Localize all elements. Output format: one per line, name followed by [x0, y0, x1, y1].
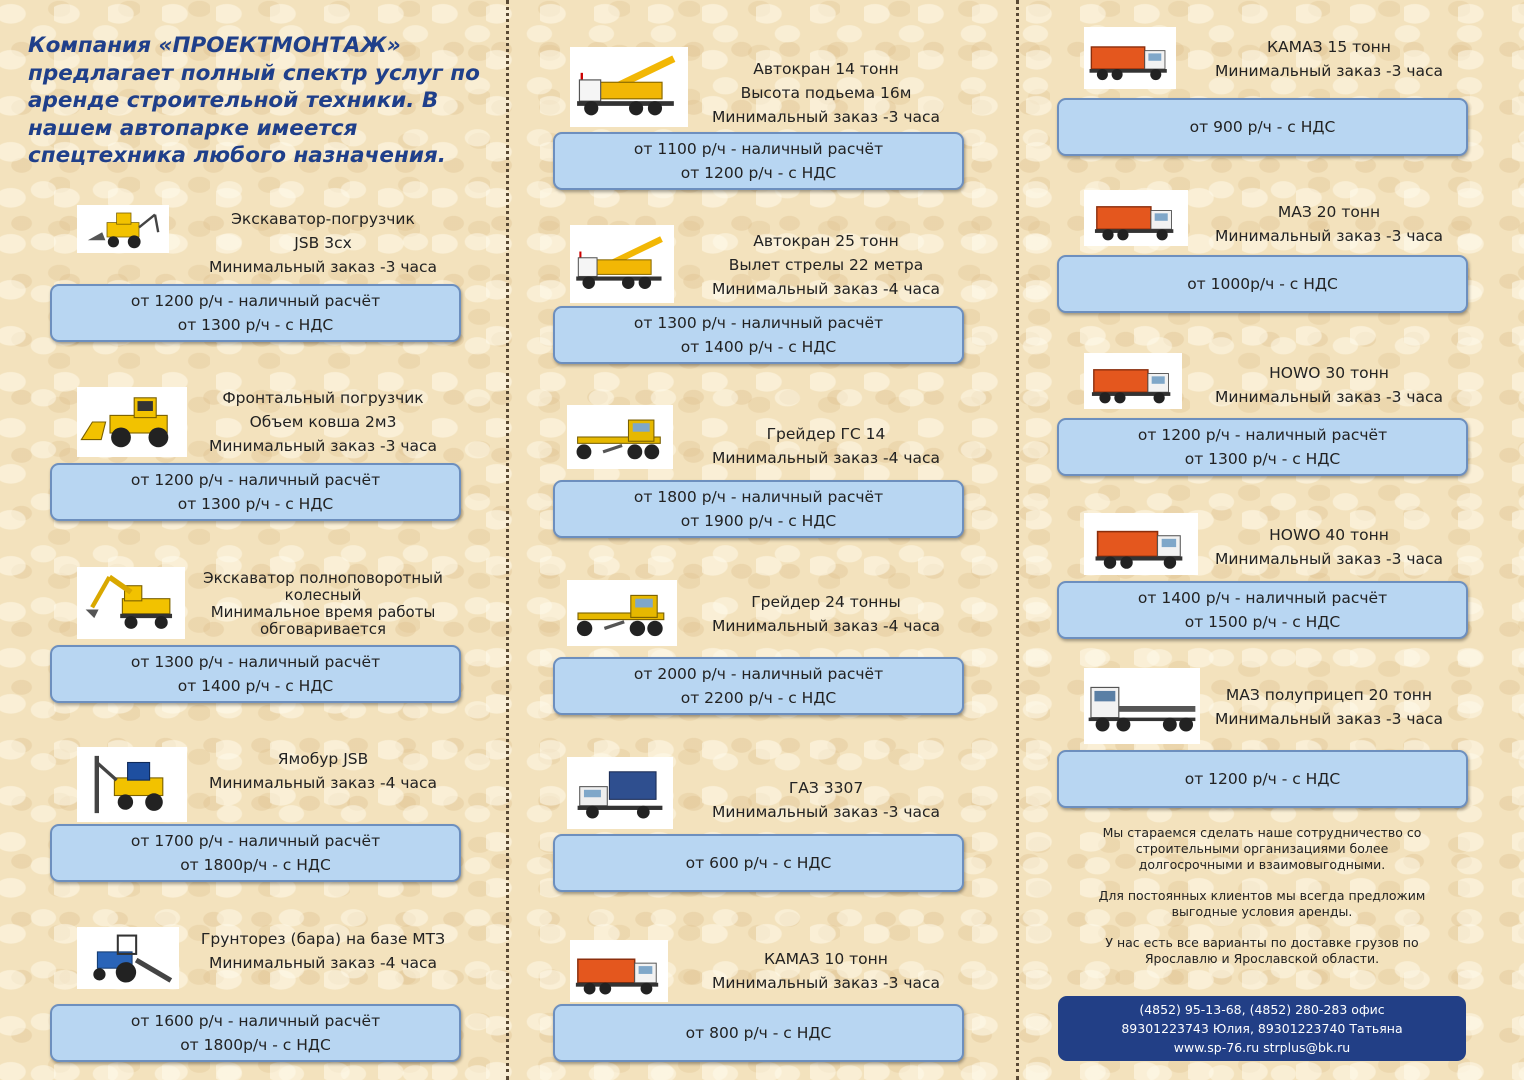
price-box: от 900 р/ч - с НДС — [1057, 98, 1468, 156]
price-box: от 1700 р/ч - наличный расчёт от 1800р/ч - с НДС — [50, 824, 461, 882]
item-description: Экскаватор полноповоротный колесный Минимальное время работы обговаривается — [203, 569, 443, 638]
grader-icon — [567, 405, 673, 469]
item-description: МАЗ 20 тонн Минимальный заказ -3 часа — [1214, 203, 1444, 245]
price-box: от 1300 р/ч - наличный расчёт от 1400 р/ч - с НДС — [50, 645, 461, 703]
wheel-loader-icon — [77, 387, 187, 457]
item-description: Автокран 14 тонн Высота подьема 16м Минимальный заказ -3 часа — [711, 60, 941, 126]
price-box: от 1300 р/ч - наличный расчёт от 1400 р/ч - с НДС — [553, 306, 964, 364]
dump-truck-icon — [1084, 190, 1188, 246]
note-cooperation: Мы стараемся сделать наше сотрудничество со строительными организациями более долгосрочными и взаимовыгодными. — [1102, 825, 1422, 872]
item-description: Грунторез (бара) на базе МТЗ Минимальный заказ -4 часа — [200, 930, 446, 972]
item-description: HOWO 40 тонн Минимальный заказ -3 часа — [1214, 526, 1444, 568]
semi-trailer-truck-icon — [1084, 668, 1200, 744]
price-box: от 1100 р/ч - наличный расчёт от 1200 р/ч - с НДС — [553, 132, 964, 190]
column-divider-right — [1016, 0, 1019, 1080]
truck-crane-icon — [570, 47, 688, 127]
small-dump-truck-icon — [567, 757, 673, 829]
price-box: от 1200 р/ч - наличный расчёт от 1300 р/ч - с НДС — [1057, 418, 1468, 476]
price-box: от 600 р/ч - с НДС — [553, 834, 964, 892]
item-description: МАЗ полуприцеп 20 тонн Минимальный заказ -3 часа — [1214, 686, 1444, 728]
price-box: от 1200 р/ч - с НДС — [1057, 750, 1468, 808]
wheel-excavator-icon — [77, 567, 185, 639]
item-description: Грейдер 24 тонны Минимальный заказ -4 часа — [711, 593, 941, 635]
note-regular-clients: Для постоянных клиентов мы всегда предложим выгодные условия аренды. — [1098, 888, 1426, 919]
dump-truck-icon — [1084, 27, 1176, 89]
dump-truck-icon — [1084, 353, 1182, 409]
price-box: от 2000 р/ч - наличный расчёт от 2200 р/ч - с НДС — [553, 657, 964, 715]
dump-truck-icon — [1084, 513, 1198, 575]
item-description: Фронтальный погрузчик Объем ковша 2м3 Минимальный заказ -3 часа — [208, 389, 438, 455]
price-box: от 1400 р/ч - наличный расчёт от 1500 р/ч - с НДС — [1057, 581, 1468, 639]
trencher-tractor-icon — [77, 927, 179, 989]
contacts-box — [1058, 996, 1466, 1061]
intro-heading: Компания «ПРОЕКТМОНТАЖ» предлагает полный спектр услуг по аренде строительной техники. В нашем автопарке имеется спецтехника любого назначения. — [28, 33, 480, 168]
item-description: Ямобур JSB Минимальный заказ -4 часа — [208, 750, 438, 792]
contact-phones-office: (4852) 95-13-68, (4852) 280-283 офис — [1139, 1002, 1385, 1017]
item-description: ГАЗ 3307 Минимальный заказ -3 часа — [711, 779, 941, 821]
price-box: от 1600 р/ч - наличный расчёт от 1800р/ч - с НДС — [50, 1004, 461, 1062]
price-box: от 1000р/ч - с НДС — [1057, 255, 1468, 313]
backhoe-loader-icon — [77, 205, 169, 253]
item-description: Экскаватор-погрузчик JSB 3сх Минимальный заказ -3 часа — [208, 210, 438, 276]
note-delivery: У нас есть все варианты по доставке грузов по Ярославлю и Ярославской области. — [1105, 935, 1419, 966]
grader-icon — [567, 580, 677, 646]
dump-truck-icon — [570, 940, 668, 1002]
auger-drill-icon — [77, 747, 187, 822]
item-description: Автокран 25 тонн Вылет стрелы 22 метра Минимальный заказ -4 часа — [711, 232, 941, 298]
price-box: от 1200 р/ч - наличный расчёт от 1300 р/ч - с НДС — [50, 284, 461, 342]
price-box: от 800 р/ч - с НДС — [553, 1004, 964, 1062]
contact-phones-managers: 89301223743 Юлия, 89301223740 Татьяна — [1121, 1021, 1403, 1036]
price-box: от 1800 р/ч - наличный расчёт от 1900 р/ч - с НДС — [553, 480, 964, 538]
item-description: КАМАЗ 10 тонн Минимальный заказ -3 часа — [711, 950, 941, 992]
item-description: КАМАЗ 15 тонн Минимальный заказ -3 часа — [1214, 38, 1444, 80]
contact-web-email[interactable]: www.sp-76.ru strplus@bk.ru — [1173, 1040, 1351, 1055]
item-description: Грейдер ГС 14 Минимальный заказ -4 часа — [711, 425, 941, 467]
column-divider-left — [506, 0, 509, 1080]
item-description: HOWO 30 тонн Минимальный заказ -3 часа — [1214, 364, 1444, 406]
price-box: от 1200 р/ч - наличный расчёт от 1300 р/ч - с НДС — [50, 463, 461, 521]
truck-crane-icon — [570, 225, 674, 303]
